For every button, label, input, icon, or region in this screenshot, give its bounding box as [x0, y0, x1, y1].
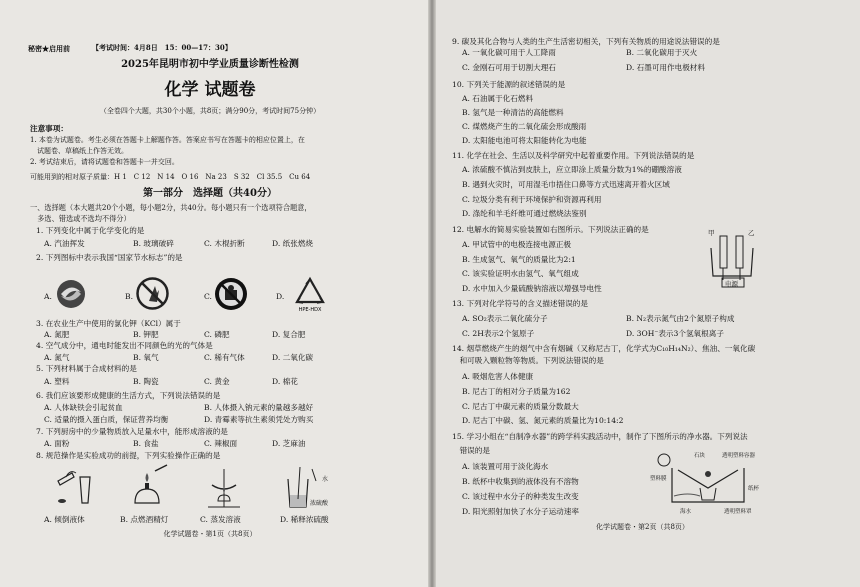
q11-option-a: A. 浓硫酸不慎沾到皮肤上，应立即涂上质量分数为1%的硼酸溶液 [462, 165, 682, 174]
page-footer-left: 化学试题卷・第1页（共8页） [163, 530, 257, 538]
q8-option-a: A. 倾倒液体 [44, 515, 85, 524]
q7-option-c: C. 辣椒面 [204, 439, 238, 448]
recycling-icon [290, 274, 330, 314]
q8-option-b: B. 点燃酒精灯 [120, 515, 169, 524]
alcohol-lamp-icon [125, 463, 173, 511]
q9-option-d: D. 石墨可用作电极材料 [626, 63, 705, 72]
q6-option-b: B. 人体摄入钠元素的量越多越好 [204, 403, 314, 412]
confidential-mark: 秘密★启用前 [28, 44, 70, 53]
q10-option-d: D. 太阳能电池可将太阳能转化为电能 [462, 136, 587, 145]
q13-option-c: C. 2H表示2个氢原子 [462, 329, 535, 338]
electrolysis-apparatus-icon [706, 228, 776, 288]
q9-stem: 9. 碳及其化合物与人类的生产生活密切相关，下列有关物质的用途说法错误的是 [452, 37, 720, 46]
q15-option-a: A. 该装置可用于淡化海水 [462, 462, 549, 471]
q3-stem: 3. 在农业生产中使用的氯化钾（KCl）属于 [36, 319, 181, 328]
q15-option-c: C. 该过程中水分子的种类发生改变 [462, 492, 579, 501]
q10-option-a: A. 石油属于化石燃料 [462, 94, 534, 103]
water-saving-icon [55, 278, 87, 310]
exam-intro: （全卷四个大题，共30个小题，共8页；满分90分，考试时间75分钟） [99, 107, 321, 115]
no-fire-icon [135, 276, 170, 311]
q5-option-b: B. 陶瓷 [133, 377, 159, 386]
film-label: 塑料膜 [650, 476, 667, 482]
page-fold [428, 0, 436, 587]
container-label: 透明塑料容器 [722, 453, 756, 459]
q4-option-a: A. 氮气 [44, 353, 70, 362]
q7-stem: 7. 下列厨房中的少量物质放入足量水中，能形成溶液的是 [36, 427, 228, 436]
q12-option-b: B. 生成氢气、氧气的质量比为2:1 [462, 255, 576, 264]
q6-stem: 6. 我们应该要形成健康的生活方式，下列说法错误的是 [36, 391, 221, 400]
section-instruction: 多选、错选或不选均不得分） [30, 214, 131, 223]
exam-time: 【考试时间：4月8日 15：00—17：30】 [92, 43, 232, 52]
q2-option-a: A. [44, 292, 52, 301]
q12-stem: 12. 电解水的简易实验装置如右图所示。下列说法正确的是 [452, 225, 649, 234]
q5-stem: 5. 下列材料属于合成材料的是 [36, 364, 137, 373]
q10-stem: 10. 下列关于能源的叙述错误的是 [452, 80, 566, 89]
q12-option-d: D. 水中加入少量硫酸钠溶液以增强导电性 [462, 284, 602, 293]
water-purifier-icon [648, 452, 768, 516]
q4-option-b: B. 氧气 [133, 353, 159, 362]
q1-stem: 1. 下列变化中属于化学变化的是 [36, 226, 145, 235]
q13-option-b: B. N₂表示氮气由2个氮原子构成 [626, 314, 735, 323]
q14-stem: 和可吸入颗粒物等物质。下列说法错误的是 [452, 356, 604, 365]
tube-yi-label: 乙 [748, 229, 755, 237]
cover-label: 透明塑料罩 [724, 509, 752, 515]
q15-stem: 错误的是 [452, 446, 490, 455]
q13-option-a: A. SO₂表示二氧化硫分子 [462, 314, 548, 323]
q14-option-d: D. 尼古丁中碳、氢、氮元素的质量比为10:14:2 [462, 416, 624, 425]
q14-option-c: C. 尼古丁中碳元素的质量分数最大 [462, 402, 579, 411]
q6-option-a: A. 人体缺铁会引起贫血 [44, 403, 123, 412]
q3-option-c: C. 磷肥 [204, 330, 230, 339]
q4-option-c: C. 稀有气体 [204, 353, 245, 362]
q11-option-b: B. 遇到火灾时，可用湿毛巾捂住口鼻等方式迅速离开着火区域 [462, 180, 670, 189]
q14-stem: 14. 烟草燃烧产生的烟气中含有烟碱（又称尼古丁，化学式为C₁₀H₁₄N₂）、焦油、一氧化碳 [452, 344, 756, 353]
q2-option-d: D. [276, 292, 285, 301]
recycling-code: HPE-HDX [298, 307, 322, 313]
q6-option-c: C. 适量的摄入蛋白质，保证营养均衡 [44, 415, 169, 424]
evaporation-icon [200, 463, 248, 511]
q11-option-c: C. 垃圾分类有利于环境保护和资源再利用 [462, 195, 602, 204]
note-line: 1. 本卷为试题卷。考生必须在答题卡上解题作答。答案应书写在答题卡的相应位置上，在 [30, 136, 305, 144]
pouring-liquid-icon [50, 463, 98, 511]
q1-option-a: A. 汽油挥发 [44, 239, 85, 248]
cup-label: 纸杯 [748, 486, 760, 492]
q1-option-d: D. 纸张燃烧 [272, 239, 314, 248]
part-one-title: 第一部分 选择题（共40分） [143, 188, 277, 199]
q11-option-d: D. 涤纶和羊毛纤维可通过燃烧法鉴别 [462, 209, 587, 218]
q3-option-b: B. 钾肥 [133, 330, 159, 339]
q8-stem: 8. 规范操作是实验成功的前提，下列实验操作正确的是 [36, 451, 221, 460]
q7-option-b: B. 食盐 [133, 439, 159, 448]
q10-option-c: C. 煤燃烧产生的二氧化硫会形成酸雨 [462, 122, 587, 131]
q10-option-b: B. 氢气是一种清洁的高能燃料 [462, 108, 564, 117]
no-dumping-icon [213, 276, 249, 312]
q12-option-a: A. 甲试管中的电极连接电源正极 [462, 240, 572, 249]
seawater-label: 海水 [680, 509, 692, 515]
q15-option-d: D. 阳光照射加快了水分子运动速率 [462, 507, 579, 516]
q3-option-d: D. 复合肥 [272, 330, 306, 339]
q8-option-d: D. 稀释浓硫酸 [280, 515, 329, 524]
q7-option-a: A. 面粉 [44, 439, 70, 448]
q9-option-c: C. 金刚石可用于切割大理石 [462, 63, 556, 72]
q12-option-c: C. 该实验证明水由氢气、氧气组成 [462, 269, 579, 278]
q9-option-a: A. 一氧化碳可用于人工降雨 [462, 48, 556, 57]
q3-option-a: A. 氮肥 [44, 330, 70, 339]
q5-option-d: D. 棉花 [272, 377, 298, 386]
q6-option-d: D. 青霉素等抗生素须凭处方购买 [204, 415, 314, 424]
section-instruction: 一、选择题（本大题共20个小题，每小题2分，共40分。每小题只有一个选项符合题意， [30, 203, 312, 212]
q8-option-c: C. 蒸发溶液 [200, 515, 241, 524]
q13-stem: 13. 下列对化学符号的含义描述错误的是 [452, 299, 588, 308]
exam-title-line: 2025年昆明市初中学业质量诊断性检测 [121, 59, 299, 70]
conc-acid-label: 浓硫酸 [310, 500, 329, 507]
exam-title-main: 化学 试题卷 [164, 80, 256, 100]
q11-stem: 11. 化学在社会、生活以及科学研究中起着重要作用。下列说法错误的是 [452, 151, 695, 160]
q13-option-d: D. 3OH⁻表示3个氢氧根离子 [626, 329, 724, 338]
q5-option-a: A. 塑料 [44, 377, 70, 386]
stone-label: 石块 [694, 453, 706, 459]
q9-option-b: B. 二氧化碳用于灭火 [626, 48, 698, 57]
q15-option-b: B. 纸杯中收集到的液体没有不溶物 [462, 477, 579, 486]
atomic-masses: 可能用到的相对原子质量：H 1 C 12 N 14 O 16 Na 23 S 32 Cl 35.5 Cu 64 [30, 173, 311, 181]
q14-option-b: B. 尼古丁的相对分子质量为162 [462, 387, 571, 396]
notes-title: 注意事项： [30, 124, 68, 133]
q2-stem: 2. 下列图标中表示我国“国家节水标志”的是 [36, 253, 183, 262]
q15-stem: 15. 学习小组在“自制净水器”的跨学科实践活动中，制作了下图所示的净水器。下列说法 [452, 432, 748, 441]
q7-option-d: D. 芝麻油 [272, 439, 306, 448]
page-footer-right: 化学试题卷・第2页（共8页） [596, 523, 689, 531]
q4-stem: 4. 空气成分中，通电时能发出不同颜色的光的气体是 [36, 341, 213, 350]
note-line: 试题卷、草稿纸上作答无效。 [30, 147, 128, 155]
q1-option-b: B. 玻璃破碎 [133, 239, 174, 248]
q5-option-c: C. 黄金 [204, 377, 230, 386]
q2-option-b: B. [125, 292, 133, 301]
water-label: 水 [322, 476, 329, 483]
note-line: 2. 考试结束后，请将试题卷和答题卡一并交回。 [30, 158, 179, 166]
q1-option-c: C. 木棍折断 [204, 239, 245, 248]
tube-jia-label: 甲 [708, 229, 715, 237]
q14-option-a: A. 吸烟危害人体健康 [462, 372, 534, 381]
q2-option-c: C. [204, 292, 212, 301]
q4-option-d: D. 二氧化碳 [272, 353, 314, 362]
power-label: 电源 [725, 280, 738, 288]
